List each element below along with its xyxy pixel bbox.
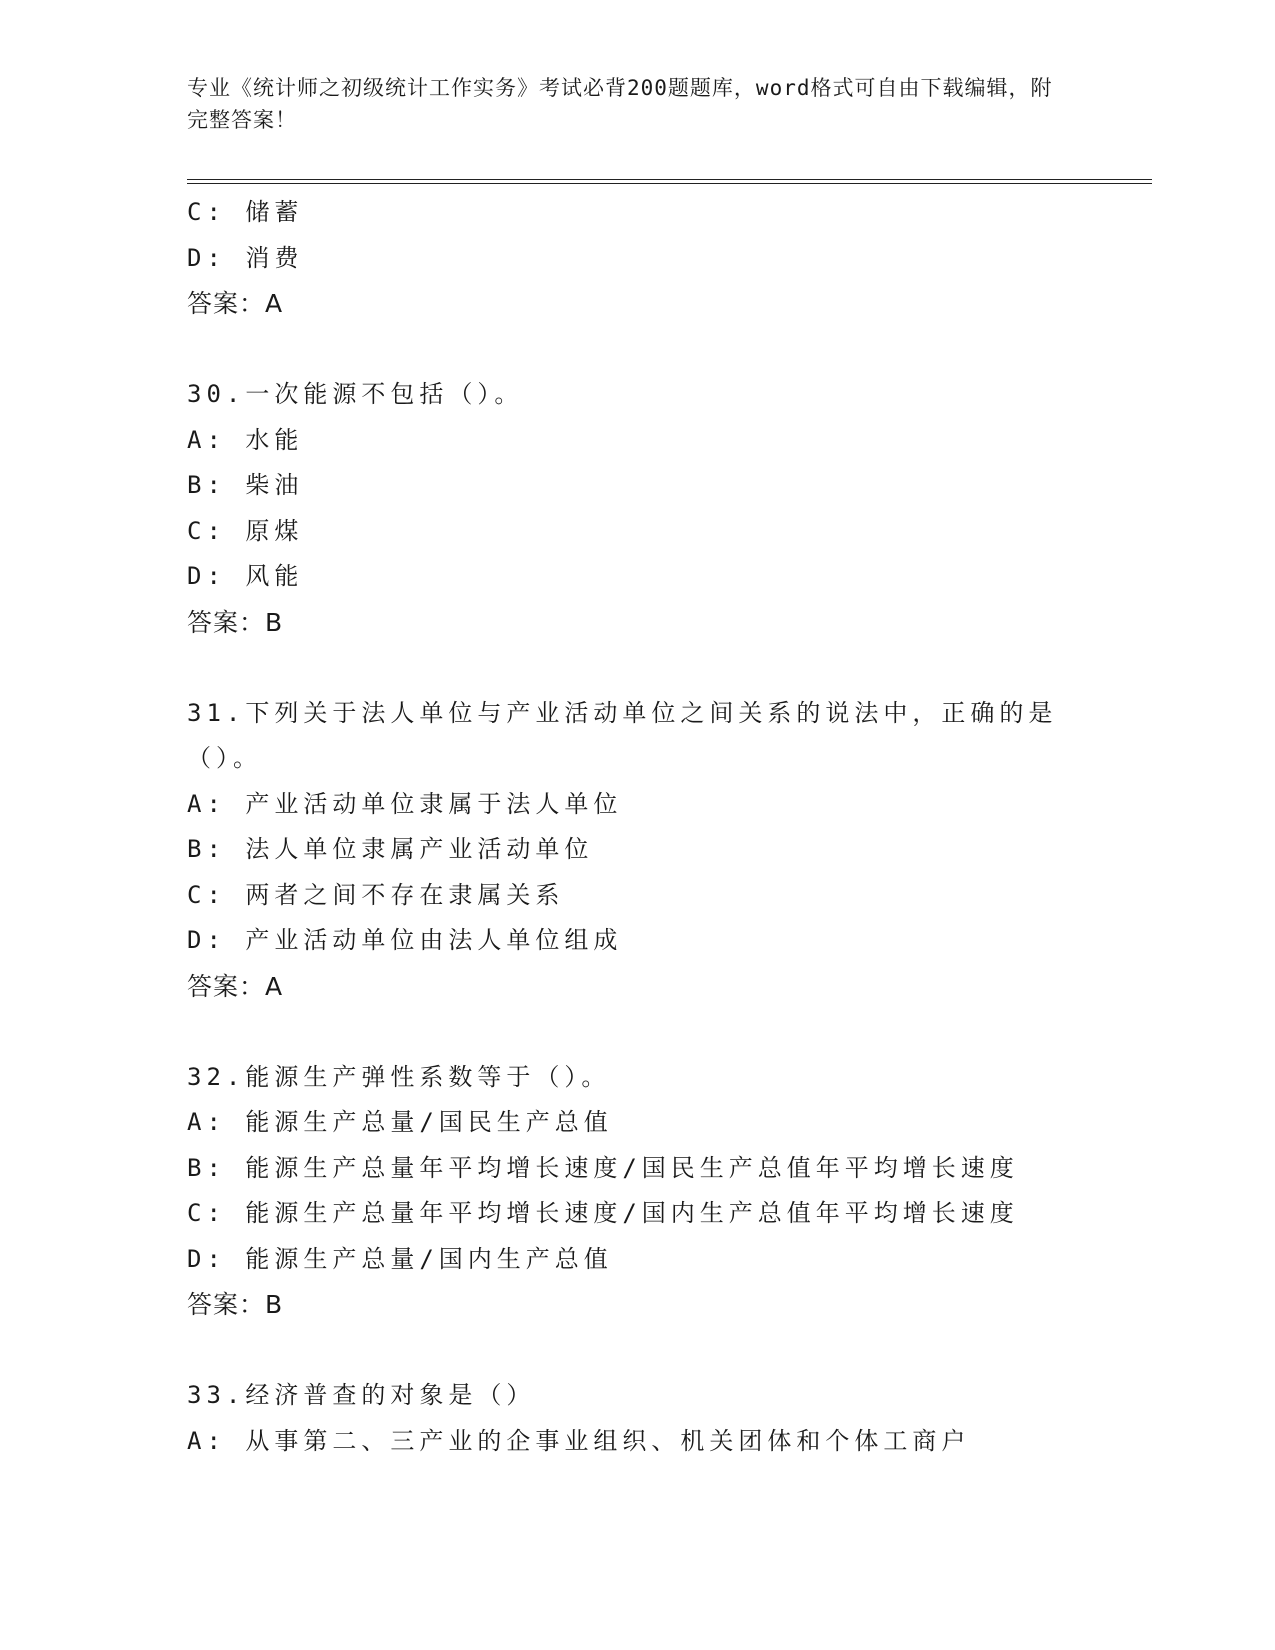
option-line: C: 两者之间不存在隶属关系 xyxy=(187,880,565,909)
option-line: D: 能源生产总量/国内生产总值 xyxy=(187,1244,613,1273)
option-line: A: 水能 xyxy=(187,425,304,454)
option-line: B: 法人单位隶属产业活动单位 xyxy=(187,835,594,863)
header-text: 专业《统计师之初级统计工作实务》考试必背200题题库，word格式可自由下载编辑，附完整答案！ xyxy=(187,76,1053,132)
question-stem: 32.能源生产弹性系数等于（）。 xyxy=(187,1062,611,1091)
option-line: D: 风能 xyxy=(187,562,304,590)
option-line: C: 储蓄 xyxy=(187,198,304,226)
header-rule-top xyxy=(187,179,1152,180)
question-stem: 33.经济普查的对象是（） xyxy=(187,1381,536,1409)
answer-line: 答案：B xyxy=(187,1290,284,1319)
header-rule-bottom xyxy=(187,183,1152,184)
answer-line: 答案：A xyxy=(187,289,284,318)
option-line: A: 从事第二、三产业的企事业组织、机关团体和个体工商户 xyxy=(187,1426,971,1455)
option-line: C: 原煤 xyxy=(187,516,304,545)
question-stem: 30.一次能源不包括（）。 xyxy=(187,380,524,408)
spacer xyxy=(187,1328,1087,1374)
answer-line: 答案：A xyxy=(187,971,284,1001)
document-body xyxy=(187,190,1087,1464)
answer-line: 答案：B xyxy=(187,607,284,637)
option-line: C: 能源生产总量年平均增长速度/国内生产总值年平均增长速度 xyxy=(187,1199,1019,1227)
option-line: A: 能源生产总量/国民生产总值 xyxy=(187,1108,613,1136)
question-32 xyxy=(187,1055,1087,1328)
option-line: B: 柴油 xyxy=(187,471,304,499)
document-header xyxy=(187,72,1067,136)
question-29-continuation xyxy=(187,190,1087,327)
question-31 xyxy=(187,691,1087,1010)
option-line: D: 产业活动单位由法人单位组成 xyxy=(187,926,623,954)
question-stem: 31.下列关于法人单位与产业活动单位之间关系的说法中，正确的是（）。 xyxy=(187,698,1058,772)
option-line: A: 产业活动单位隶属于法人单位 xyxy=(187,789,623,818)
question-30 xyxy=(187,372,1087,645)
spacer xyxy=(187,327,1087,373)
option-line: D: 消费 xyxy=(187,243,304,272)
spacer xyxy=(187,1009,1087,1055)
option-line: B: 能源生产总量年平均增长速度/国民生产总值年平均增长速度 xyxy=(187,1153,1019,1182)
spacer xyxy=(187,645,1087,691)
question-33 xyxy=(187,1373,1087,1464)
